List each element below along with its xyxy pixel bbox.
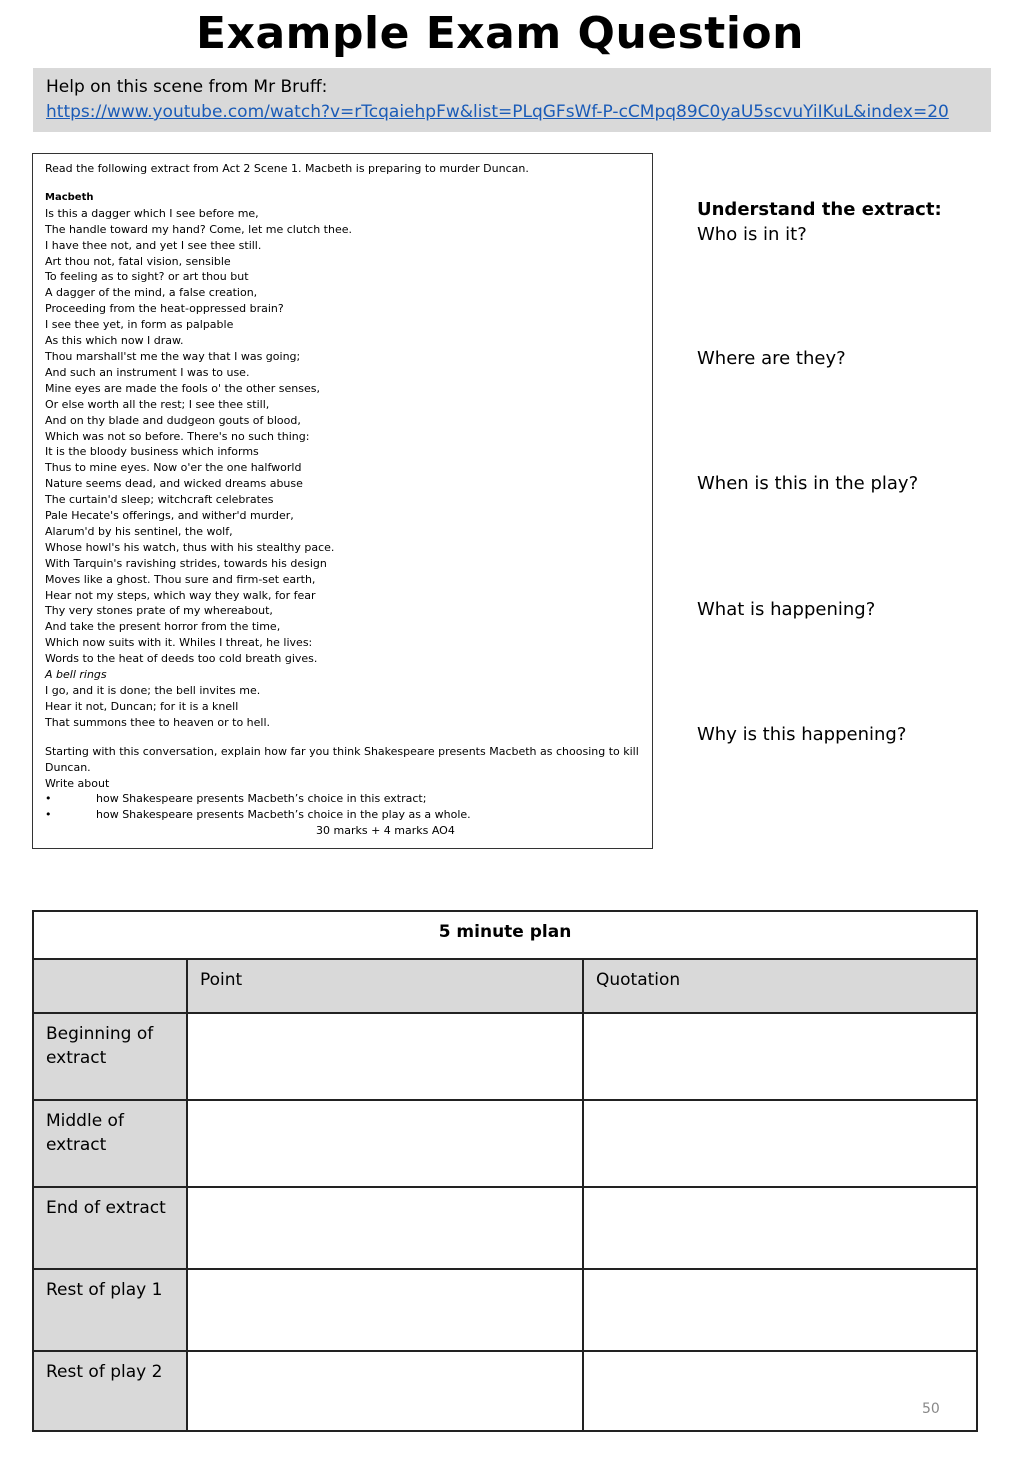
verse-line: Words to the heat of deeds too cold breath gives. <box>45 652 318 666</box>
question-what: What is happening? <box>697 599 876 620</box>
help-box <box>33 68 991 132</box>
verse-line: Pale Hecate's offerings, and wither'd murder, <box>45 509 294 523</box>
verse-line: Is this a dagger which I see before me, <box>45 206 259 220</box>
verse-line: As this which now I draw. <box>45 334 184 348</box>
table-row <box>33 1187 977 1269</box>
page-title: Example Exam Question <box>196 8 804 59</box>
speaker-name: Macbeth <box>45 191 94 203</box>
verse-line: Proceeding from the heat-oppressed brain? <box>45 302 284 316</box>
point-cell[interactable] <box>187 1100 583 1187</box>
verse-line: To feeling as to sight? or art thou but <box>45 270 249 284</box>
verse-line: Which was not so before. There's no such thing: <box>45 429 310 443</box>
verse-line: Which now suits with it. Whiles I threat, he lives: <box>45 636 313 650</box>
quotation-cell[interactable] <box>583 1100 977 1187</box>
table-row <box>33 1269 977 1351</box>
questions-heading: Understand the extract: <box>697 199 942 220</box>
bullet-item <box>45 807 652 823</box>
verse-line: Whose howl's his watch, thus with his stealthy pace. <box>45 540 335 554</box>
bullet-dot: • <box>45 792 52 806</box>
stage-direction: A bell rings <box>45 668 107 682</box>
table-row <box>33 1351 977 1431</box>
verse-line: The handle toward my hand? Come, let me clutch thee. <box>45 222 352 236</box>
plan-caption: 5 minute plan <box>33 911 977 959</box>
row-label: Rest of play 2 <box>33 1351 187 1431</box>
quotation-cell[interactable] <box>583 1269 977 1351</box>
verse-line: Thus to mine eyes. Now o'er the one halfworld <box>45 461 302 475</box>
verse-line: And on thy blade and dudgeon gouts of blood, <box>45 413 301 427</box>
verse-line: And such an instrument I was to use. <box>45 365 250 379</box>
row-label: End of extract <box>33 1187 187 1269</box>
verse-line: Hear not my steps, which way they walk, for fear <box>45 588 316 602</box>
verse-line: Hear it not, Duncan; for it is a knell <box>45 699 239 713</box>
task-text: Starting with this conversation, explain how far you think Shakespeare presents Macbeth as choosing to kill Duncan. <box>45 744 639 774</box>
bullet-text: how Shakespeare presents Macbeth’s choice in the play as a whole. <box>96 808 471 822</box>
verse-line: It is the bloody business which informs <box>45 445 259 459</box>
column-header-blank <box>33 959 187 1013</box>
verse-line: I go, and it is done; the bell invites me. <box>45 684 261 697</box>
verse-line: A dagger of the mind, a false creation, <box>45 286 258 300</box>
row-label: Beginning of extract <box>33 1013 187 1100</box>
point-cell[interactable] <box>187 1269 583 1351</box>
verse-line: Moves like a ghost. Thou sure and firm-set earth, <box>45 572 316 586</box>
bullet-item <box>45 791 652 807</box>
verse-line: Thy very stones prate of my whereabout, <box>45 604 273 618</box>
table-row <box>33 1100 977 1187</box>
table-row <box>33 1013 977 1100</box>
page-number: 50 <box>922 1401 940 1417</box>
verse-line: Art thou not, fatal vision, sensible <box>45 254 231 268</box>
verse-line: I have thee not, and yet I see thee still. <box>45 238 262 252</box>
plan-table <box>32 910 978 1432</box>
column-header-quotation: Quotation <box>583 959 977 1013</box>
quotation-cell[interactable] <box>583 1187 977 1269</box>
extract-intro: Read the following extract from Act 2 Scene 1. Macbeth is preparing to murder Duncan. <box>45 162 529 175</box>
question-when: When is this in the play? <box>697 473 919 494</box>
quotation-cell[interactable] <box>583 1351 977 1431</box>
point-cell[interactable] <box>187 1187 583 1269</box>
question-where: Where are they? <box>697 348 846 369</box>
verse-lines <box>45 206 652 667</box>
youtube-link[interactable]: https://www.youtube.com/watch?v=rTcqaiehpFw&list=PLqGFsWf-P-cCMpq89C0yaU5scvuYiIKuL&index=20 <box>46 102 949 122</box>
point-cell[interactable] <box>187 1351 583 1431</box>
verse-lines-after <box>45 683 652 731</box>
help-label: Help on this scene from Mr Bruff: <box>46 77 328 97</box>
column-header-point: Point <box>187 959 583 1013</box>
extract-box <box>32 153 653 849</box>
write-about-label: Write about <box>45 776 110 790</box>
verse-line: With Tarquin's ravishing strides, towards his design <box>45 556 327 570</box>
point-cell[interactable] <box>187 1013 583 1100</box>
verse-line: Alarum'd by his sentinel, the wolf, <box>45 524 233 538</box>
bullet-dot: • <box>45 808 52 822</box>
row-label: Middle of extract <box>33 1100 187 1187</box>
verse-line: Mine eyes are made the fools o' the other senses, <box>45 381 321 395</box>
verse-line: Nature seems dead, and wicked dreams abuse <box>45 477 303 491</box>
question-who: Who is in it? <box>697 224 807 245</box>
bullet-text: how Shakespeare presents Macbeth’s choice in this extract; <box>96 792 427 806</box>
verse-line: The curtain'd sleep; witchcraft celebrates <box>45 493 274 507</box>
verse-line: And take the present horror from the time, <box>45 620 281 634</box>
quotation-cell[interactable] <box>583 1013 977 1100</box>
verse-line: That summons thee to heaven or to hell. <box>45 715 271 729</box>
verse-line: I see thee yet, in form as palpable <box>45 318 234 332</box>
verse-line: Or else worth all the rest; I see thee still, <box>45 397 270 411</box>
verse-line: Thou marshall'st me the way that I was going; <box>45 349 301 363</box>
question-why: Why is this happening? <box>697 724 907 745</box>
marks-text: 30 marks + 4 marks AO4 <box>316 824 455 838</box>
row-label: Rest of play 1 <box>33 1269 187 1351</box>
